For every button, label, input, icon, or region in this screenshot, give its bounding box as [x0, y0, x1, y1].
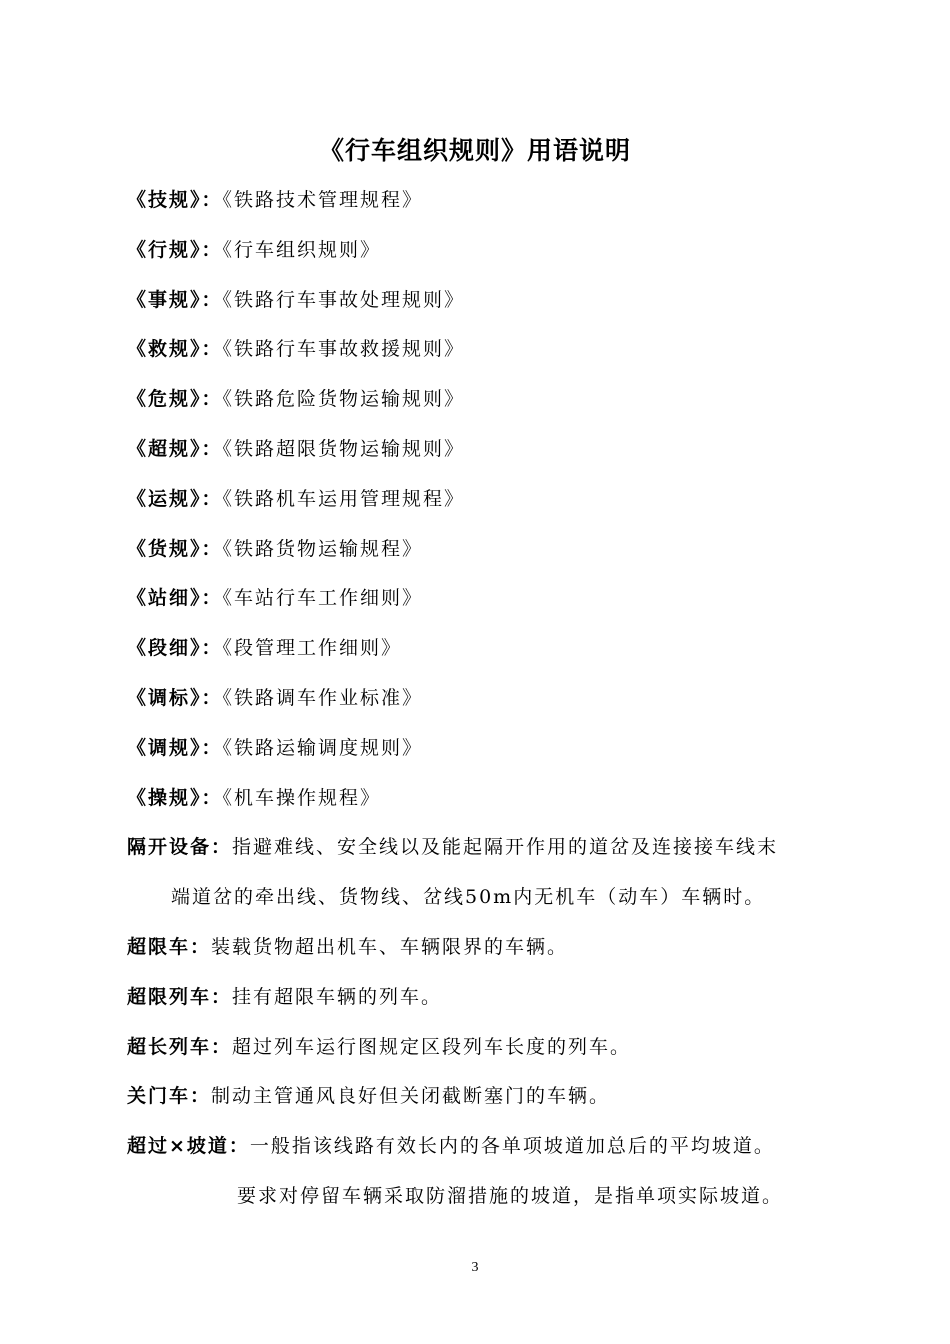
abbreviation-entry — [127, 331, 847, 381]
term-entry — [127, 979, 847, 1029]
abbreviation-entry — [127, 282, 847, 332]
glossary-list — [127, 182, 847, 1228]
entry-term: 超长列车： — [127, 1035, 233, 1058]
entry-definition: 《机车操作规程》 — [222, 786, 382, 809]
entry-term: 《货规》： — [127, 537, 223, 560]
entry-definition: 装载货物超出机车、车辆限界的车辆。 — [211, 935, 569, 958]
entry-term: 超限列车： — [127, 985, 233, 1008]
entry-continuation — [127, 1178, 847, 1228]
entry-term: 关门车： — [127, 1085, 212, 1108]
term-entry — [127, 929, 847, 979]
page-title: 《行车组织规则》用语说明 — [318, 136, 631, 165]
page-number: 3 — [471, 1260, 479, 1275]
abbreviation-entry — [127, 630, 847, 680]
abbreviation-entry — [127, 780, 847, 830]
abbreviation-entry — [127, 531, 847, 581]
term-entry — [127, 1078, 847, 1128]
abbreviation-entry — [127, 580, 847, 630]
entry-definition: 超过列车运行图规定区段列车长度的列车。 — [232, 1035, 632, 1058]
term-entry — [127, 1029, 847, 1079]
entry-term: 超限车： — [127, 935, 212, 958]
entry-term: 《站细》： — [127, 587, 223, 610]
entry-definition: 《车站行车工作细则》 — [222, 587, 424, 610]
term-entry — [127, 1128, 847, 1178]
entry-definition: 《铁路调车作业标准》 — [222, 686, 424, 709]
abbreviation-entry — [127, 431, 847, 481]
entry-definition: 《铁路机车运用管理规程》 — [222, 487, 466, 510]
entry-term: 《危规》： — [127, 388, 223, 411]
entry-term: 《运规》： — [127, 487, 223, 510]
entry-term: 《技规》： — [127, 189, 223, 211]
entry-term: 《操规》： — [127, 786, 223, 809]
entry-definition: 《铁路超限货物运输规则》 — [222, 437, 466, 460]
entry-term: 《超规》： — [127, 437, 223, 460]
entry-definition: 一般指该线路有效长内的各单项坡道加总后的平均坡道。 — [249, 1135, 775, 1158]
entry-definition: 《铁路行车事故处理规则》 — [222, 288, 466, 311]
term-entry — [127, 829, 847, 879]
entry-definition-continued: 要求对停留车辆采取防溜措施的坡道，是指单项实际坡道。 — [237, 1184, 784, 1207]
entry-definition: 挂有超限车辆的列车。 — [232, 985, 443, 1008]
abbreviation-entry — [127, 232, 847, 282]
abbreviation-entry — [127, 481, 847, 531]
entry-term: 隔开设备： — [127, 836, 233, 859]
entry-definition: 《铁路货物运输规程》 — [222, 537, 424, 560]
entry-definition: 《铁路运输调度规则》 — [222, 736, 424, 759]
entry-term: 《调标》： — [127, 686, 223, 709]
entry-definition: 《铁路行车事故救援规则》 — [222, 338, 466, 361]
abbreviation-entry — [127, 730, 847, 780]
entry-term: 《救规》： — [127, 338, 223, 361]
abbreviation-entry — [127, 680, 847, 730]
abbreviation-entry — [127, 381, 847, 431]
entry-term: 《事规》： — [127, 288, 223, 311]
entry-definition: 制动主管通风良好但关闭截断塞门的车辆。 — [211, 1085, 611, 1108]
entry-definition: 指避难线、安全线以及能起隔开作用的道岔及连接接车线末 — [232, 836, 779, 859]
entry-definition: 《段管理工作细则》 — [222, 637, 403, 660]
entry-definition: 《行车组织规则》 — [222, 238, 382, 261]
entry-definition: 《铁路技术管理规程》 — [222, 189, 424, 211]
entry-term: 超过×坡道： — [127, 1135, 250, 1158]
entry-term: 《行规》： — [127, 238, 223, 261]
entry-definition: 《铁路危险货物运输规则》 — [222, 388, 466, 411]
entry-term: 《段细》： — [127, 637, 223, 660]
entry-term: 《调规》： — [127, 736, 223, 759]
abbreviation-entry — [127, 182, 847, 232]
entry-continuation — [127, 879, 847, 929]
entry-definition-continued: 端道岔的牵出线、货物线、岔线50m内无机车（动车）车辆时。 — [171, 886, 766, 909]
